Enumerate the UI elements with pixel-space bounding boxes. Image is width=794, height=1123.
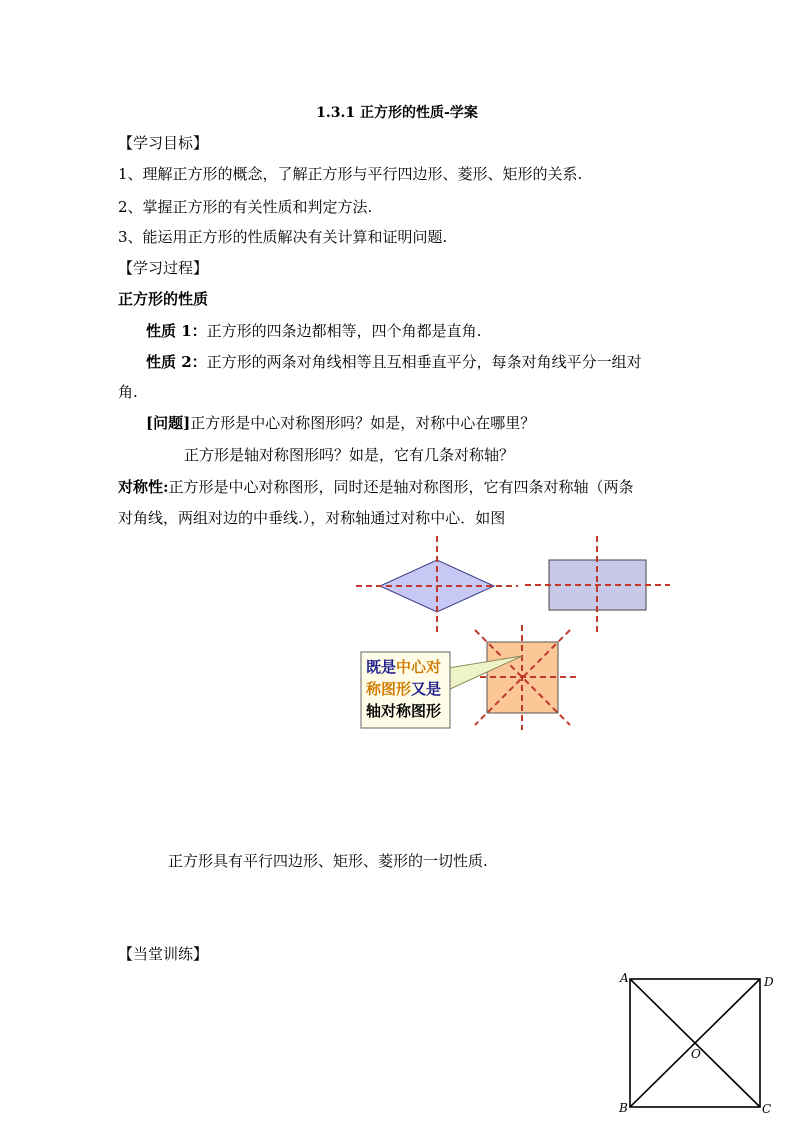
- property-1-text: 正方形的四条边都相等，四个角都是直角.: [206, 322, 482, 340]
- section-title: 正方形的性质: [118, 290, 209, 308]
- callout-line-1: [366, 658, 441, 676]
- symmetry-text: 正方形是中心对称图形，同时还是轴对称图形，它有四条对称轴（两条: [168, 478, 634, 496]
- callout-line-2: [365, 680, 441, 698]
- symmetry-label: 对称性:: [118, 478, 169, 496]
- vertex-label-d: D: [764, 975, 774, 989]
- callout-part: 称图形: [366, 680, 412, 698]
- vertex-label-c: C: [762, 1102, 772, 1116]
- callout-line-3: 轴对称图形: [366, 702, 442, 720]
- symmetry-cont: 对角线，两组对边的中垂线.），对称轴通过对称中心．如图: [118, 509, 506, 527]
- process-heading: 【学习过程】: [118, 259, 209, 277]
- property-1-label: 性质 1：: [146, 322, 207, 340]
- center-label-o: O: [691, 1047, 701, 1061]
- objective-item: 3、能运用正方形的性质解决有关计算和证明问题.: [118, 228, 448, 246]
- callout-part: 中心对: [396, 658, 442, 676]
- question-1-text: 正方形是中心对称图形吗？如是，对称中心在哪里？: [190, 414, 536, 432]
- question-label: [问题]: [146, 414, 191, 432]
- property-2-cont: 角.: [118, 383, 138, 401]
- question-2: 正方形是轴对称图形吗？如是，它有几条对称轴？: [184, 446, 515, 464]
- objectives-heading: 【学习目标】: [118, 134, 209, 152]
- summary-text: 正方形具有平行四边形、矩形、菱形的一切性质.: [168, 852, 488, 870]
- objective-item: 1、理解正方形的概念，了解正方形与平行四边形、菱形、矩形的关系.: [118, 165, 583, 183]
- page-title: 1.3.1 正方形的性质-学案: [316, 105, 478, 121]
- vertex-label-b: B: [619, 1101, 628, 1115]
- practice-heading: 【当堂训练】: [118, 945, 209, 963]
- property-2-text: 正方形的两条对角线相等且互相垂直平分，每条对角线平分一组对: [206, 353, 642, 371]
- objective-item: 2、掌握正方形的有关性质和判定方法.: [118, 198, 373, 216]
- callout-part: 既是: [366, 658, 397, 676]
- property-2-label: 性质 2：: [146, 353, 207, 371]
- vertex-label-a: A: [620, 971, 629, 985]
- callout-part: 又是: [411, 680, 442, 698]
